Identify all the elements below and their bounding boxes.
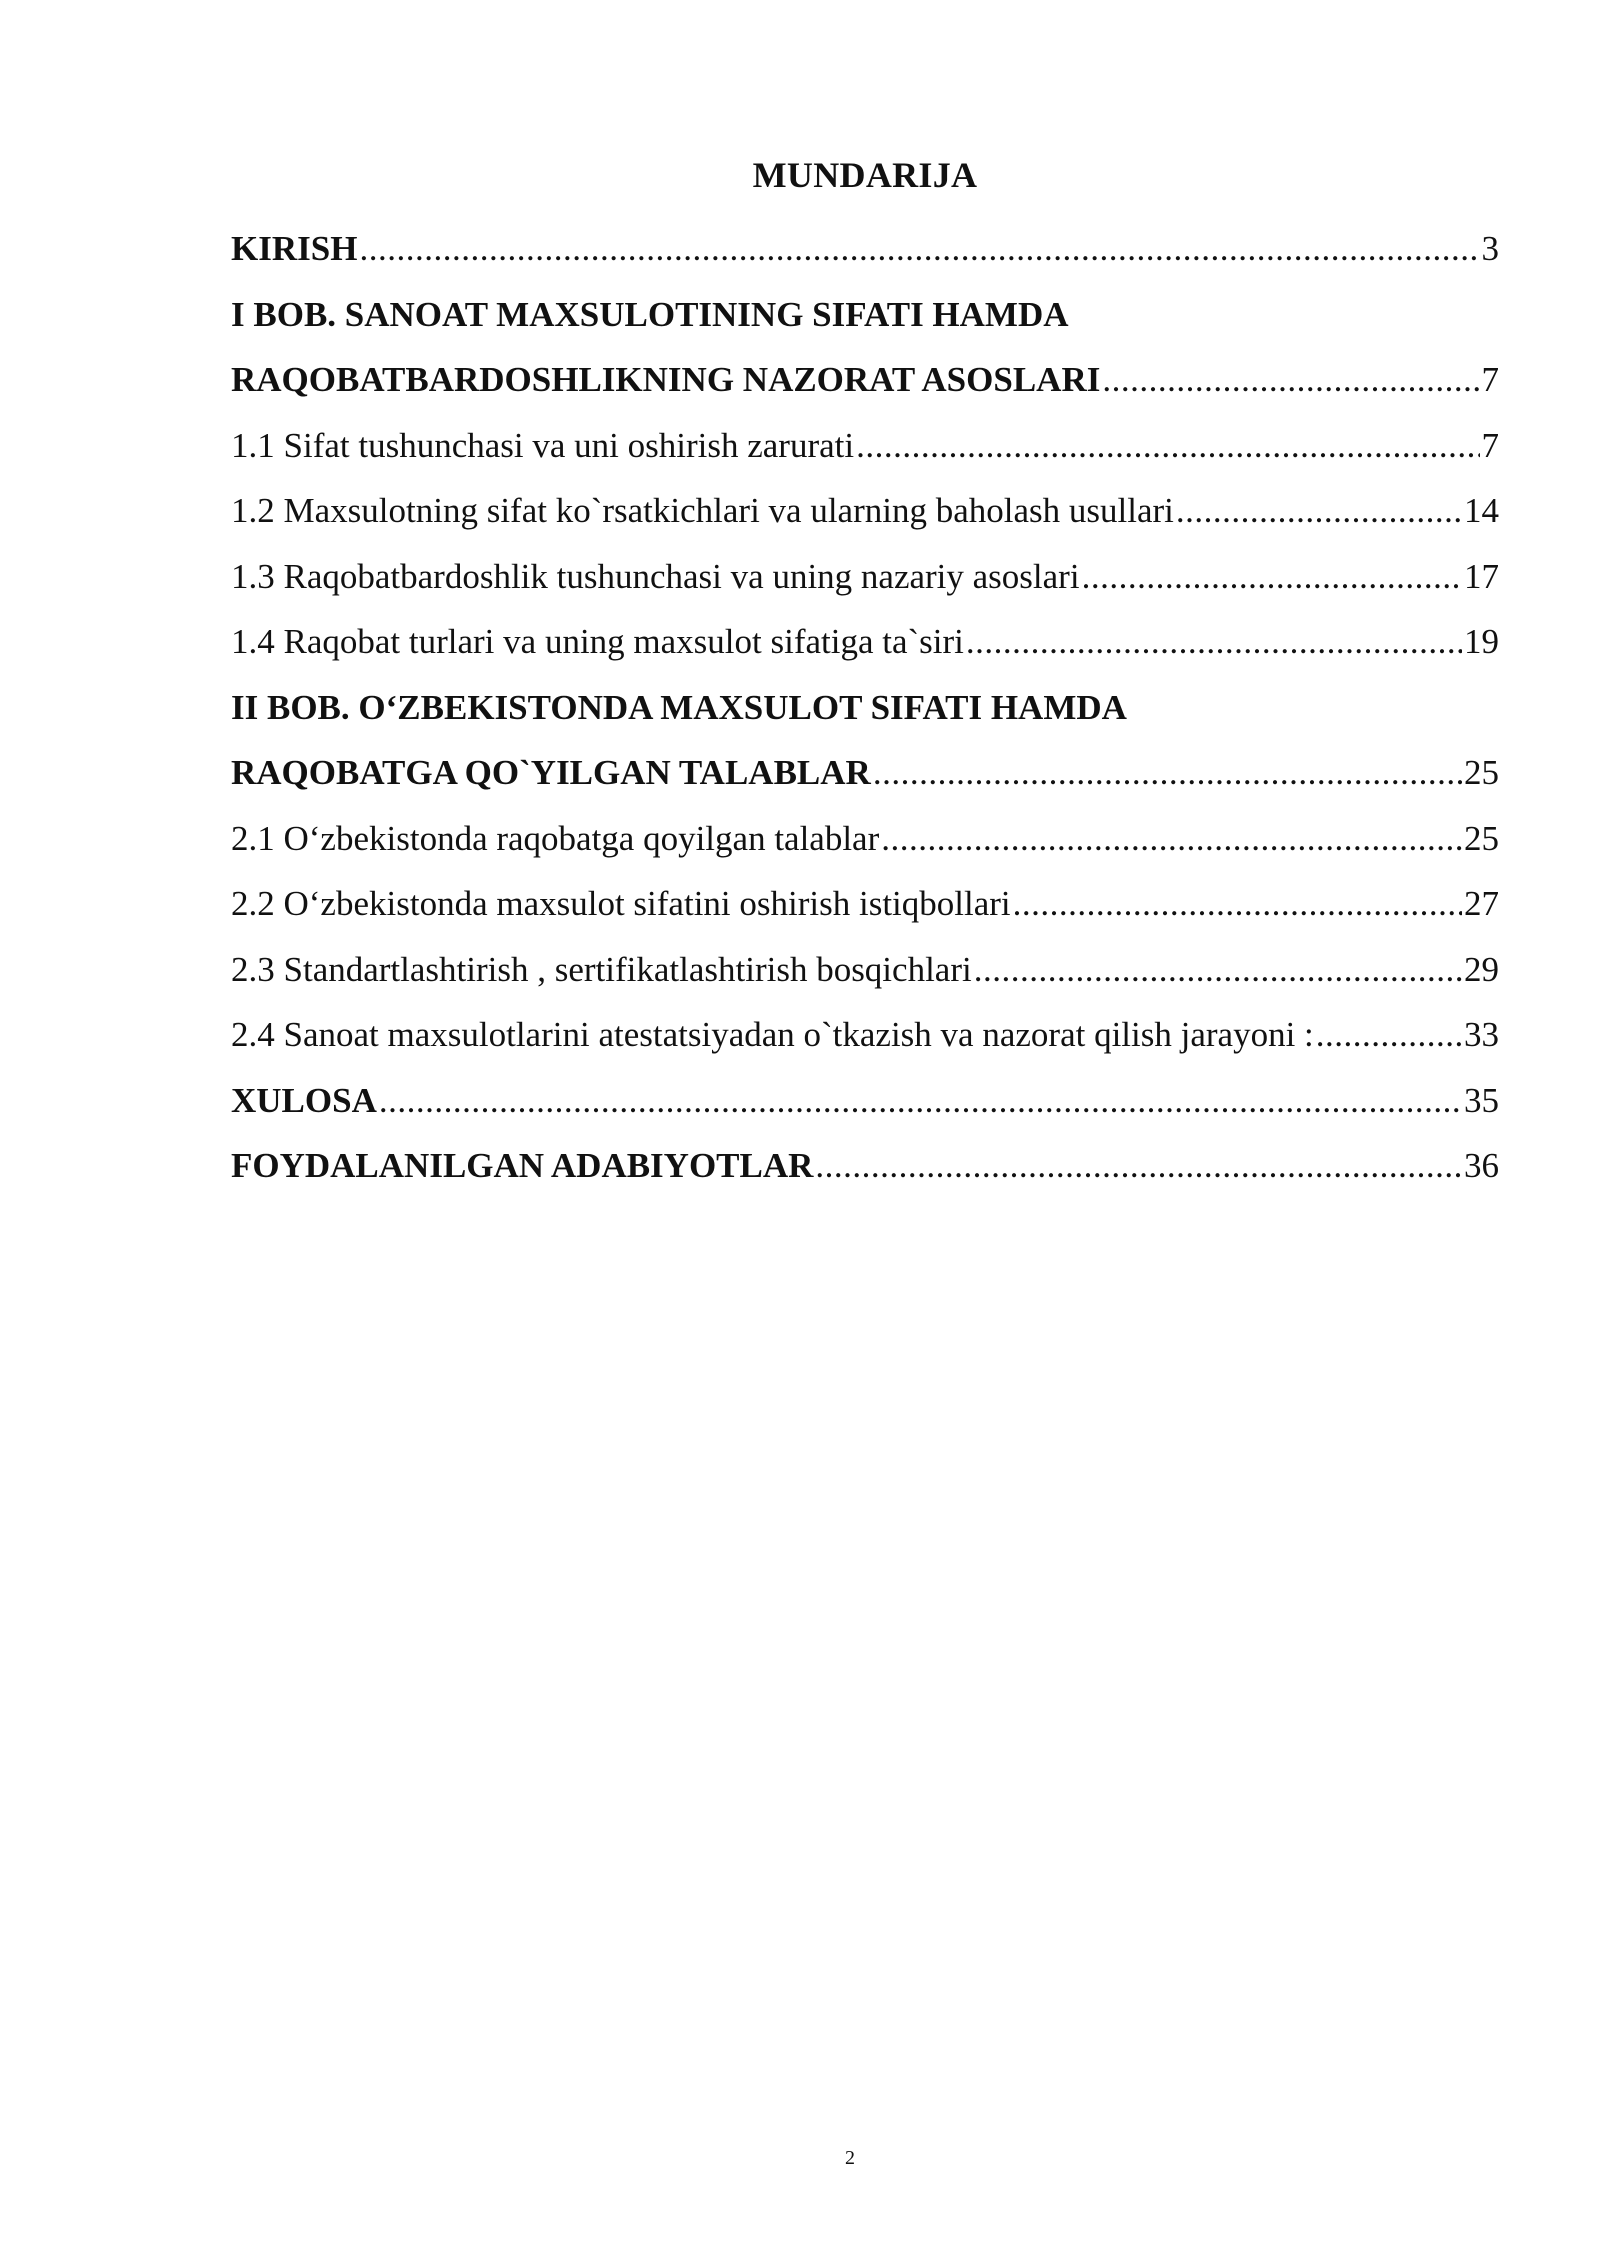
toc-entry-2-3[interactable] bbox=[231, 937, 1499, 1003]
toc-entry-label: XULOSA bbox=[231, 1080, 377, 1120]
toc-entry-2-4[interactable] bbox=[231, 1002, 1499, 1068]
toc-entry-page: 29 bbox=[1464, 949, 1499, 989]
dot-leader bbox=[1176, 478, 1462, 544]
toc-entry-label: 1.1 Sifat tushunchasi va uni oshirish zarurati bbox=[231, 425, 855, 465]
toc-entry-chapter-1-line-1[interactable] bbox=[231, 282, 1499, 348]
toc-entry-2-1[interactable] bbox=[231, 806, 1499, 872]
toc-entry-1-4[interactable] bbox=[231, 609, 1499, 675]
toc-entry-label: I BOB. SANOAT MAXSULOTINING SIFATI HAMDA bbox=[231, 294, 1069, 334]
toc-entry-xulosa[interactable] bbox=[231, 1068, 1499, 1134]
dot-leader bbox=[974, 937, 1462, 1003]
toc-entry-label: FOYDALANILGAN ADABIYOTLAR bbox=[231, 1146, 814, 1185]
toc-entry-label: KIRISH bbox=[231, 229, 358, 268]
dot-leader bbox=[379, 1068, 1462, 1134]
toc-entry-label: 1.2 Maxsulotning sifat ko`rsatkichlari va ularning baholash usullari bbox=[231, 491, 1174, 530]
dot-leader bbox=[1082, 544, 1462, 610]
toc-entry-page: 25 bbox=[1464, 818, 1499, 858]
dot-leader bbox=[1013, 871, 1462, 937]
toc-entry-page: 36 bbox=[1464, 1146, 1499, 1185]
dot-leader bbox=[359, 216, 1479, 282]
toc-entry-1-1[interactable] bbox=[231, 413, 1499, 479]
toc-entry-label: 2.1 O‘zbekistonda raqobatga qoyilgan talablar bbox=[231, 818, 880, 858]
toc-entry-2-2[interactable] bbox=[231, 871, 1499, 937]
toc-entry-label: 2.2 O‘zbekistonda maxsulot sifatini oshirish istiqbollari bbox=[231, 884, 1011, 923]
toc-entry-1-2[interactable] bbox=[231, 478, 1499, 544]
page-number: 2 bbox=[845, 2147, 855, 2169]
toc-entry-page: 17 bbox=[1464, 556, 1499, 596]
dot-leader bbox=[815, 1133, 1462, 1199]
toc-entry-page: 3 bbox=[1481, 229, 1499, 268]
toc-entry-chapter-1-line-2[interactable] bbox=[231, 347, 1499, 413]
toc-entry-page: 7 bbox=[1481, 360, 1499, 399]
toc-entry-label: 2.4 Sanoat maxsulotlarini atestatsiyadan o`tkazish va nazorat qilish jarayoni : bbox=[231, 1015, 1314, 1054]
toc-entry-label: 1.4 Raqobat turlari va uning maxsulot sifatiga ta`siri bbox=[231, 622, 964, 661]
toc-entry-label: II BOB. O‘ZBEKISTONDA MAXSULOT SIFATI HAMDA bbox=[231, 687, 1127, 727]
toc-entry-label: RAQOBATGA QO`YILGAN TALABLAR bbox=[231, 753, 871, 792]
toc-entry-page: 14 bbox=[1464, 491, 1499, 530]
toc-entry-chapter-2-line-2[interactable] bbox=[231, 740, 1499, 806]
dot-leader bbox=[881, 806, 1462, 872]
toc-entry-label: RAQOBATBARDOSHLIKNING NAZORAT ASOSLARI bbox=[231, 360, 1101, 399]
dot-leader bbox=[966, 609, 1462, 675]
toc-entry-page: 25 bbox=[1464, 753, 1499, 792]
toc-entry-label: 2.3 Standartlashtirish , sertifikatlashtirish bosqichlari bbox=[231, 949, 972, 989]
toc-entry-page: 7 bbox=[1481, 425, 1499, 465]
toc-entry-page: 35 bbox=[1464, 1080, 1499, 1120]
table-of-contents bbox=[231, 216, 1499, 1199]
toc-entry-label: 1.3 Raqobatbardoshlik tushunchasi va uning nazariy asoslari bbox=[231, 556, 1080, 596]
toc-entry-page: 19 bbox=[1464, 622, 1499, 661]
toc-entry-kirish[interactable] bbox=[231, 216, 1499, 282]
toc-entry-page: 33 bbox=[1464, 1015, 1499, 1054]
dot-leader bbox=[873, 740, 1462, 806]
dot-leader bbox=[1316, 1002, 1462, 1068]
toc-title: MUNDARIJA bbox=[752, 155, 978, 195]
toc-entry-page: 27 bbox=[1464, 884, 1499, 923]
toc-entry-1-3[interactable] bbox=[231, 544, 1499, 610]
toc-entry-adabiyotlar[interactable] bbox=[231, 1133, 1499, 1199]
dot-leader bbox=[1102, 347, 1479, 413]
dot-leader bbox=[856, 413, 1479, 479]
toc-entry-chapter-2-line-1[interactable] bbox=[231, 675, 1499, 741]
